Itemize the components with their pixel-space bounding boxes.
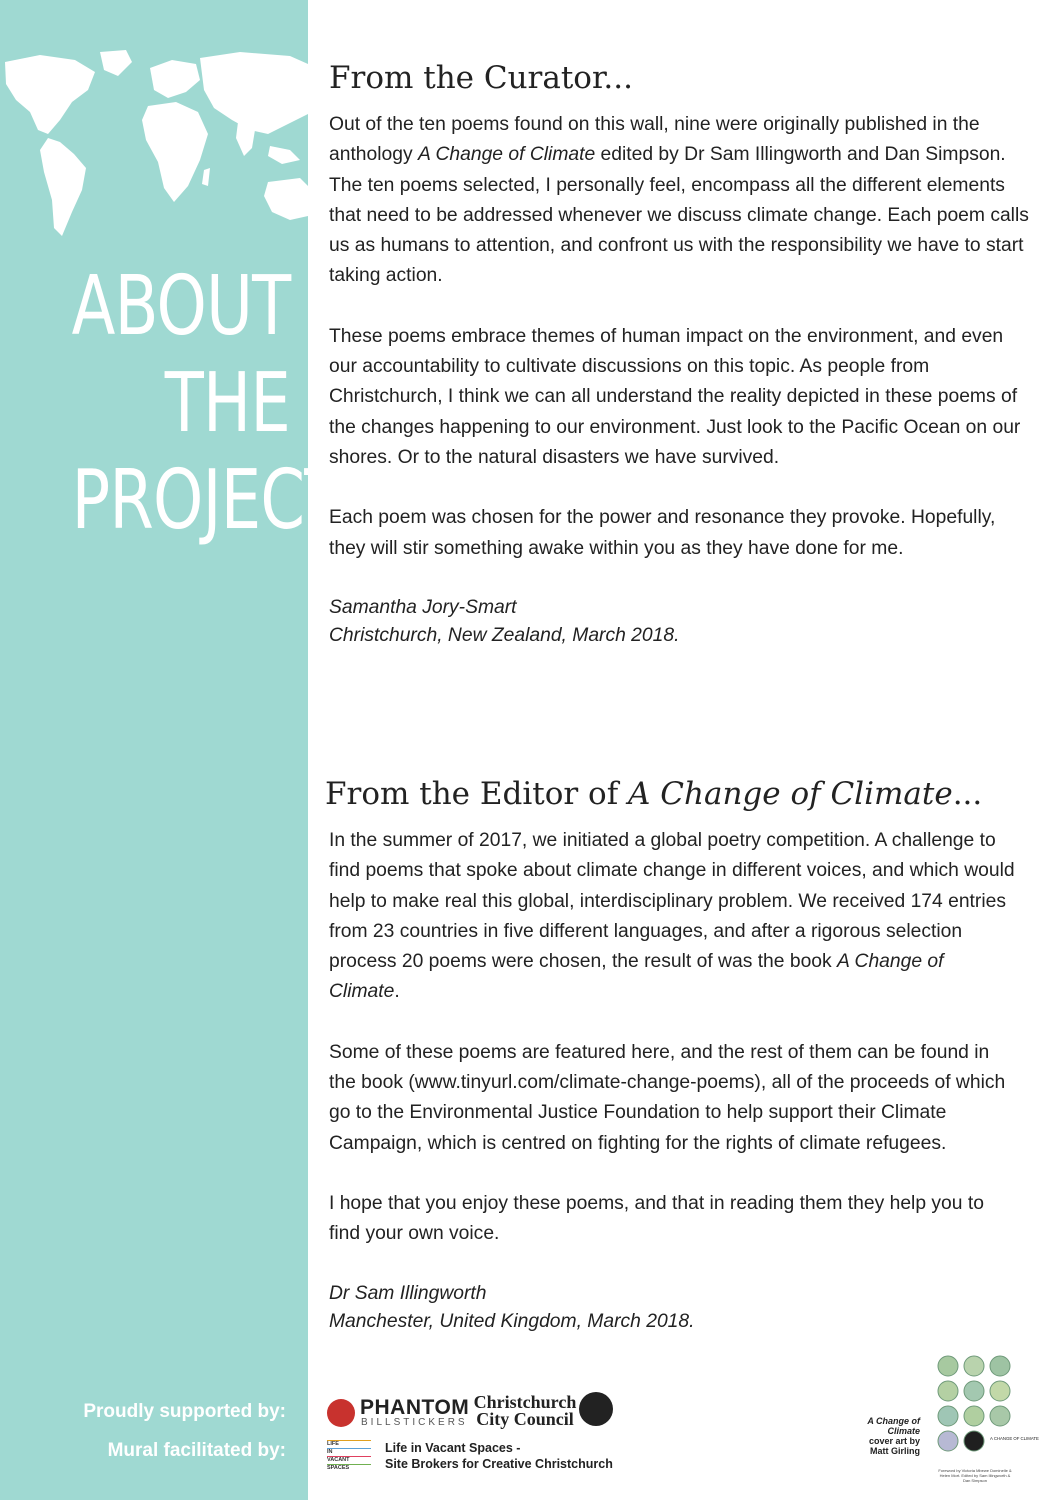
title-line-3: PROJECT: [71, 453, 343, 548]
christchurch-city-council-logo: [473, 1392, 623, 1432]
mural-facilitated-label: Mural facilitated by:: [107, 1440, 286, 1461]
editor-paragraph-3: I hope that you enjoy these poems, and that in reading them they help you to find your own voice.: [329, 1192, 984, 1245]
curator-heading: From the Curator...: [329, 60, 633, 96]
book-cover-thumbnail: [936, 1352, 1039, 1470]
curator-paragraph-2: These poems embrace themes of human impact on the environment, and even our accountability to cultivate discussions on this topic. As people from Christchurch, I think we can all understand the reality depicted in these poems of the changes happening to our environment. Just look to the Pacific Ocean on our shores. Or to the natural disasters we have survived.: [329, 325, 1021, 468]
world-map-icon: [0, 50, 308, 250]
curator-paragraph-3: Each poem was chosen for the power and resonance they provoke. Hopefully, they will stir something awake within you as they have done for me.: [329, 507, 996, 559]
curator-signature-place: Christchurch, New Zealand, March 2018.: [329, 625, 680, 647]
editor-section: [325, 776, 1039, 1337]
editor-paragraph-1: In the summer of 2017, we initiated a global poetry competition. A challenge to find poems that spoke about climate change in different voices, and which would help to make real this global, interdisciplinary problem. We received 174 entries from 23 countries in five different languages, and after a rigorous selection process 20 poems were chosen, the result of was the book A Change of Climate.: [329, 830, 1015, 1003]
cover-art-credit: A Change of Climate cover art by Matt Girling: [867, 1416, 920, 1456]
about-the-project-title: [71, 258, 343, 549]
life-in-vacant-spaces-text: Life in Vacant Spaces - Site Brokers for Creative Christchurch: [385, 1441, 613, 1471]
editor-paragraph-2: Some of these poems are featured here, and the rest of them can be found in the book (www.tinyurl.com/climate-change-poems), all of the proceeds of which go to the Environmental Justice Foundation to help support their Climate Campaign, which is centred on fighting for the rights of climate refugees.: [329, 1041, 1006, 1154]
phantom-name: PHANTOM: [360, 1396, 470, 1419]
phantom-billstickers-logo: [327, 1396, 470, 1432]
curator-paragraph-1: Out of the ten poems found on this wall, nine were originally published in the anthology A Change of Climate edited by Dr Sam Illingworth and Dan Simpson. The ten poems selected, I personally feel, encompass all the different elements that need to be addressed whenever we discuss climate change. Each poem calls us as humans to attention, and confront us with the responsibility we have to start taking action.: [329, 114, 1029, 287]
title-line-1: ABOUT: [71, 259, 291, 354]
phantom-face-icon: [327, 1399, 355, 1427]
editor-signature-name: Dr Sam Illingworth: [329, 1282, 487, 1304]
editor-signature-place: Manchester, United Kingdom, March 2018.: [329, 1311, 695, 1333]
life-in-vacant-spaces-logo: LIFE IN VACANT SPACES: [327, 1440, 371, 1474]
editor-heading: From the Editor of A Change of Climate...: [325, 776, 983, 812]
curator-section: [329, 60, 1029, 651]
cover-footnote: Foreword by Victoria Mbewe Dominelle & Helen Mort. Edited by Sam Illingworth & Dan Simpson: [938, 1468, 1012, 1483]
curator-signature-name: Samantha Jory-Smart: [329, 596, 517, 618]
ccc-name: Christchurch City Council: [473, 1392, 577, 1429]
cathedral-icon: [579, 1392, 613, 1426]
phantom-subtitle: BILLSTICKERS: [361, 1417, 468, 1428]
supported-by-label: Proudly supported by:: [83, 1401, 286, 1422]
cover-title: A CHANGE OF CLIMATE: [990, 1436, 1039, 1441]
title-line-2: THE: [164, 356, 290, 451]
